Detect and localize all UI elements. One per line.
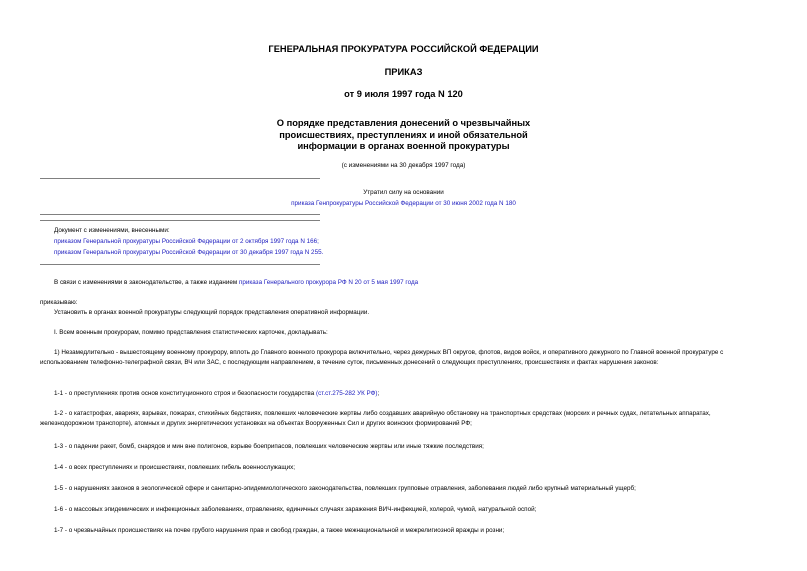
item-1-text: 1) Незамедлительно - вышестоящему военному прокурору, вплоть до Главного военного прокурора включительно, через дежурных ВП округов, флотов, видов войск, и оперативного дежурного по Главной военной прокуратуре с использованием телефонно-телеграфной связи, ВЧ или ЗАС, с последующим направлением, в течение суток, письменных донесений о следующих преступлениях, происшествиях и фактах нарушения законов: <box>40 349 724 366</box>
item-1-1-end: ; <box>377 390 380 397</box>
document-title <box>0 118 807 153</box>
item-1-6-paragraph: 1-6 - о массовых эпидемических и инфекционных заболеваниях, отравлениях, единичных случаях заражения ВИЧ-инфекцией, холерой, чумой, натуральной оспой; <box>54 506 537 513</box>
intro-text: В связи с изменениями в законодательстве, а также изданием <box>54 279 238 286</box>
title-line: происшествиях, преступлениях и иной обязательной <box>279 129 528 140</box>
item-1-2-text: 1-2 - о катастрофах, авариях, взрывах, пожарах, стихийных бедствиях, повлекших человеческие жертвы либо создавших аварийную обстановку на транспортных средствах (морских и речных судах, летательных аппаратах, железнодорожном транспорте), атомных и других энергетических установках на объектах Вооруженных Сил и других воинских формирований РФ; <box>40 410 711 427</box>
item-1-1-text: 1-1 - о преступлениях против основ конституционного строя и безопасности государства <box>54 390 315 397</box>
intro-paragraph <box>54 278 418 287</box>
amendment-link-1[interactable]: приказом Генеральной прокуратуры Российской Федерации от 2 октября 1997 года N 166; <box>54 238 319 245</box>
item-1-1-link[interactable]: (ст.ст.275-282 УК РФ) <box>315 390 378 397</box>
item-1-5-paragraph: 1-5 - о нарушениях законов в экологической сфере и санитарно-эпидемиологического законодательства, повлекших групповые отравления, заболевания людей либо крупный материальный ущерб; <box>54 485 636 492</box>
item-1-4-paragraph: 1-4 - о всех преступлениях и происшествиях, повлекших гибель военнослужащих; <box>54 464 295 471</box>
date-heading: от 9 июля 1997 года N 120 <box>344 89 463 99</box>
item-1-paragraph <box>40 348 760 367</box>
section-1-heading: I. Всем военным прокурорам, помимо представления статистических карточек, докладывать: <box>54 329 328 336</box>
repeal-link[interactable]: приказа Генпрокуратуры Российской Федерации от 30 июня 2002 года N 180 <box>291 200 516 207</box>
doc-type-heading: ПРИКАЗ <box>384 67 423 77</box>
divider <box>40 178 320 179</box>
divider <box>40 214 320 215</box>
item-1-3-paragraph: 1-3 - о падении ракет, бомб, снарядов и мин вне полигонов, взрыве боеприпасов, повлекших человеческие жертвы или иные тяжкие последствия; <box>54 443 484 450</box>
organization-heading: ГЕНЕРАЛЬНАЯ ПРОКУРАТУРА РОССИЙСКОЙ ФЕДЕРАЦИИ <box>268 44 539 54</box>
item-1-2-paragraph <box>40 409 760 428</box>
repeal-text: Утратил силу на основании <box>363 189 444 196</box>
intro-link[interactable]: приказа Генерального прокурора РФ N 20 от 5 мая 1997 года <box>238 279 419 286</box>
title-line: О порядке представления донесений о чрезвычайных <box>276 118 531 128</box>
amendments-label: Документ с изменениями, внесенными: <box>54 227 170 234</box>
divider <box>40 264 320 265</box>
changes-note: (с изменениями на 30 декабря 1997 года) <box>341 162 466 169</box>
item-1-1-paragraph <box>54 389 379 398</box>
order-word: приказываю: <box>40 299 78 306</box>
divider <box>40 220 320 221</box>
amendment-link-2[interactable]: приказом Генеральной прокуратуры Российской Федерации от 30 декабря 1997 года N 255. <box>54 249 324 256</box>
title-line: информации в органах военной прокуратуры <box>297 141 510 151</box>
item-1-7-paragraph: 1-7 - о чрезвычайных происшествиях на почве грубого нарушения прав и свобод граждан, а также межнациональной и межрелигиозной вражды и розни; <box>54 527 505 534</box>
establish-paragraph: Установить в органах военной прокуратуры следующий порядок представления оперативной информации. <box>54 309 370 316</box>
